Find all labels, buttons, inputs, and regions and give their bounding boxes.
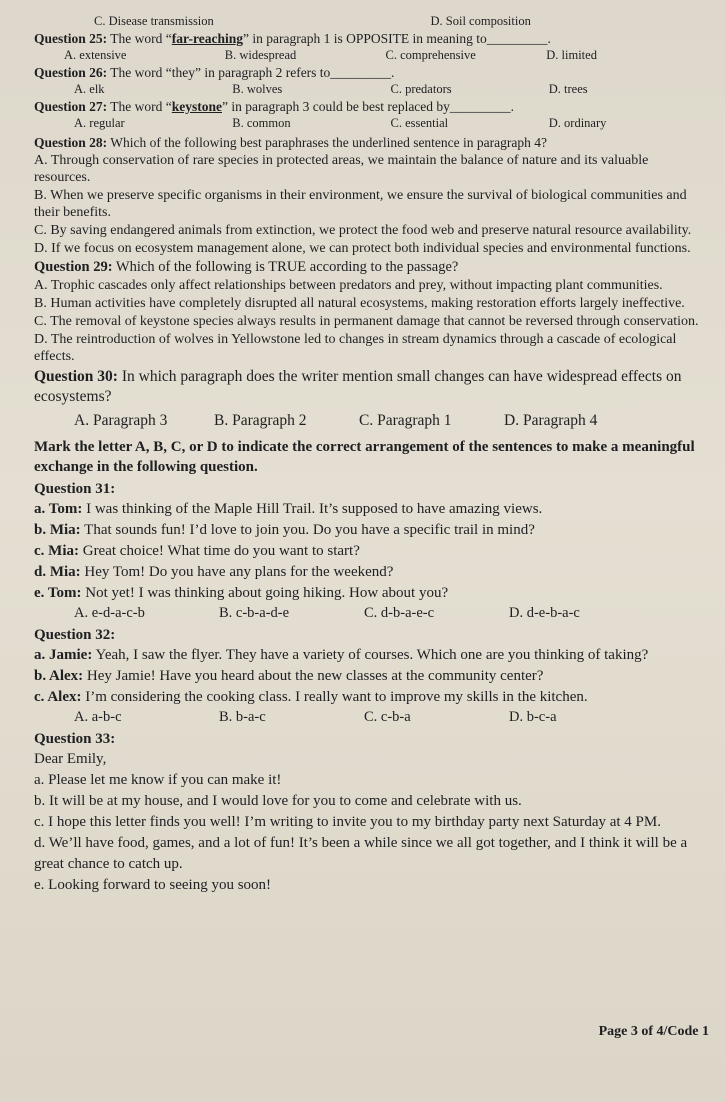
question-27: Question 27: The word “keystone” in paragraph 3 could be best replaced by_________. [34,99,515,114]
q31-line-a: a. Tom: I was thinking of the Maple Hill Trail. It’s supposed to have amazing views. [34,501,543,517]
q31-line-d: d. Mia: Hey Tom! Do you have any plans for the weekend? [34,564,394,580]
question-28: Question 28: Which of the following best paraphrases the underlined sentence in paragraph 4? [34,135,547,150]
option-c: C. essential [390,116,449,130]
q31-line-b: b. Mia: That sounds fun! I’d love to join you. Do you have a specific trail in mind? [34,522,535,538]
question-number: Question 30: [34,368,118,385]
option-d: D. The reintroduction of wolves in Yellowstone led to changes in stream dynamics through a cascade of ecological effects. [34,332,677,364]
option-c: C. By saving endangered animals from extinction, we protect the food web and preserve natural resource availability. [34,223,692,238]
option-d: D. b-c-a [509,709,557,725]
option-a: A. Through conservation of rare species in protected areas, we maintain the balance of nature and its valuable resources. [34,153,649,185]
question-number: Question 28: [34,135,108,150]
q31-line-c: c. Mia: Great choice! What time do you want to start? [34,543,360,559]
q33-line-c: c. I hope this letter finds you well! I’m writing to invite you to my birthday party next Saturday at 4 PM. [34,814,661,830]
q27-options [34,116,707,130]
q26-options [34,82,707,96]
question-33-title: Question 33: [34,731,116,747]
question-30: Question 30: In which paragraph does the writer mention small changes can have widespread effects on ecosystems? [34,368,682,405]
instruction: Mark the letter A, B, C, or D to indicate the correct arrangement of the sentences to make a meaningful exchange in the following question. [34,439,695,475]
q32-line-a: a. Jamie: Yeah, I saw the flyer. They have a variety of courses. Which one are you thinking of taking? [34,647,649,663]
q33-line-d: d. We’ll have food, games, and a lot of fun! It’s been a while since we all got together, and I think it will be a great chance to catch up. [34,835,688,872]
q30-options [34,411,707,431]
option-d: D. limited [546,48,597,62]
option-a: A. Trophic cascades only affect relationships between predators and prey, without impacting plant communities. [34,278,663,293]
option-c: C. Disease transmission [94,14,214,28]
option-c: C. c-b-a [364,709,411,725]
question-number: Question 29: [34,259,113,275]
option-d: D. Paragraph 4 [504,412,598,429]
question-32-title: Question 32: [34,627,116,643]
option-a: A. a-b-c [74,709,122,725]
option-d: D. trees [548,82,588,96]
option-b: B. common [232,116,291,130]
option-a: A. elk [74,82,105,96]
option-a: A. e-d-a-c-b [74,605,145,621]
underlined-word: keystone [171,99,223,114]
q33-line-e: e. Looking forward to seeing you soon! [34,877,272,893]
option-c: C. The removal of keystone species always results in permanent damage that cannot be reversed through conservation. [34,314,699,329]
option-c: C. comprehensive [385,48,476,62]
option-d: D. d-e-b-a-c [509,605,580,621]
option-c: C. Paragraph 1 [359,412,452,429]
option-a: A. regular [74,116,125,130]
option-c: C. d-b-a-e-c [364,605,435,621]
question-number: Question 25: [34,31,108,46]
option-b: B. Paragraph 2 [214,412,307,429]
option-d: D. ordinary [548,116,607,130]
option-c: C. predators [390,82,452,96]
q31-line-e: e. Tom: Not yet! I was thinking about going hiking. How about you? [34,585,449,601]
q33-line-a: a. Please let me know if you can make it! [34,772,282,788]
option-d: D. If we focus on ecosystem management alone, we can protect both individual species and environmental functions. [34,241,691,256]
option-b: B. Human activities have completely disrupted all natural ecosystems, making restoration efforts largely ineffective. [34,296,685,311]
option-b: B. c-b-a-d-e [219,605,290,621]
option-a: A. extensive [64,48,127,62]
option-b: B. When we preserve specific organisms in their environment, we ensure the survival of biological communities and their benefits. [34,188,687,220]
option-d: D. Soil composition [430,14,531,28]
question-26: Question 26: The word “they” in paragraph 2 refers to_________. [34,65,395,80]
option-b: B. b-a-c [219,709,266,725]
page-footer: Page 3 of 4/Code 1 [598,1024,709,1039]
question-number: Question 27: [34,99,108,114]
question-25: Question 25: The word “far-reaching” in paragraph 1 is OPPOSITE in meaning to_________. [34,31,551,46]
q31-options [34,605,707,622]
q33-line-b: b. It will be at my house, and I would love for you to come and celebrate with us. [34,793,522,809]
option-b: B. wolves [232,82,283,96]
q32-line-c: c. Alex: I’m considering the cooking class. I really want to improve my skills in the kitchen. [34,689,588,705]
letter-greeting: Dear Emily, [34,751,107,767]
q25-options [34,48,707,62]
question-31-title: Question 31: [34,481,116,497]
q32-options [34,709,707,726]
question-number: Question 26: [34,65,108,80]
underlined-word: far-reaching [171,31,243,46]
q24-remaining-options [34,14,707,28]
option-a: A. Paragraph 3 [74,412,168,429]
question-29: Question 29: Which of the following is TRUE according to the passage? [34,259,459,275]
option-b: B. widespread [224,48,297,62]
q32-line-b: b. Alex: Hey Jamie! Have you heard about the new classes at the community center? [34,668,544,684]
